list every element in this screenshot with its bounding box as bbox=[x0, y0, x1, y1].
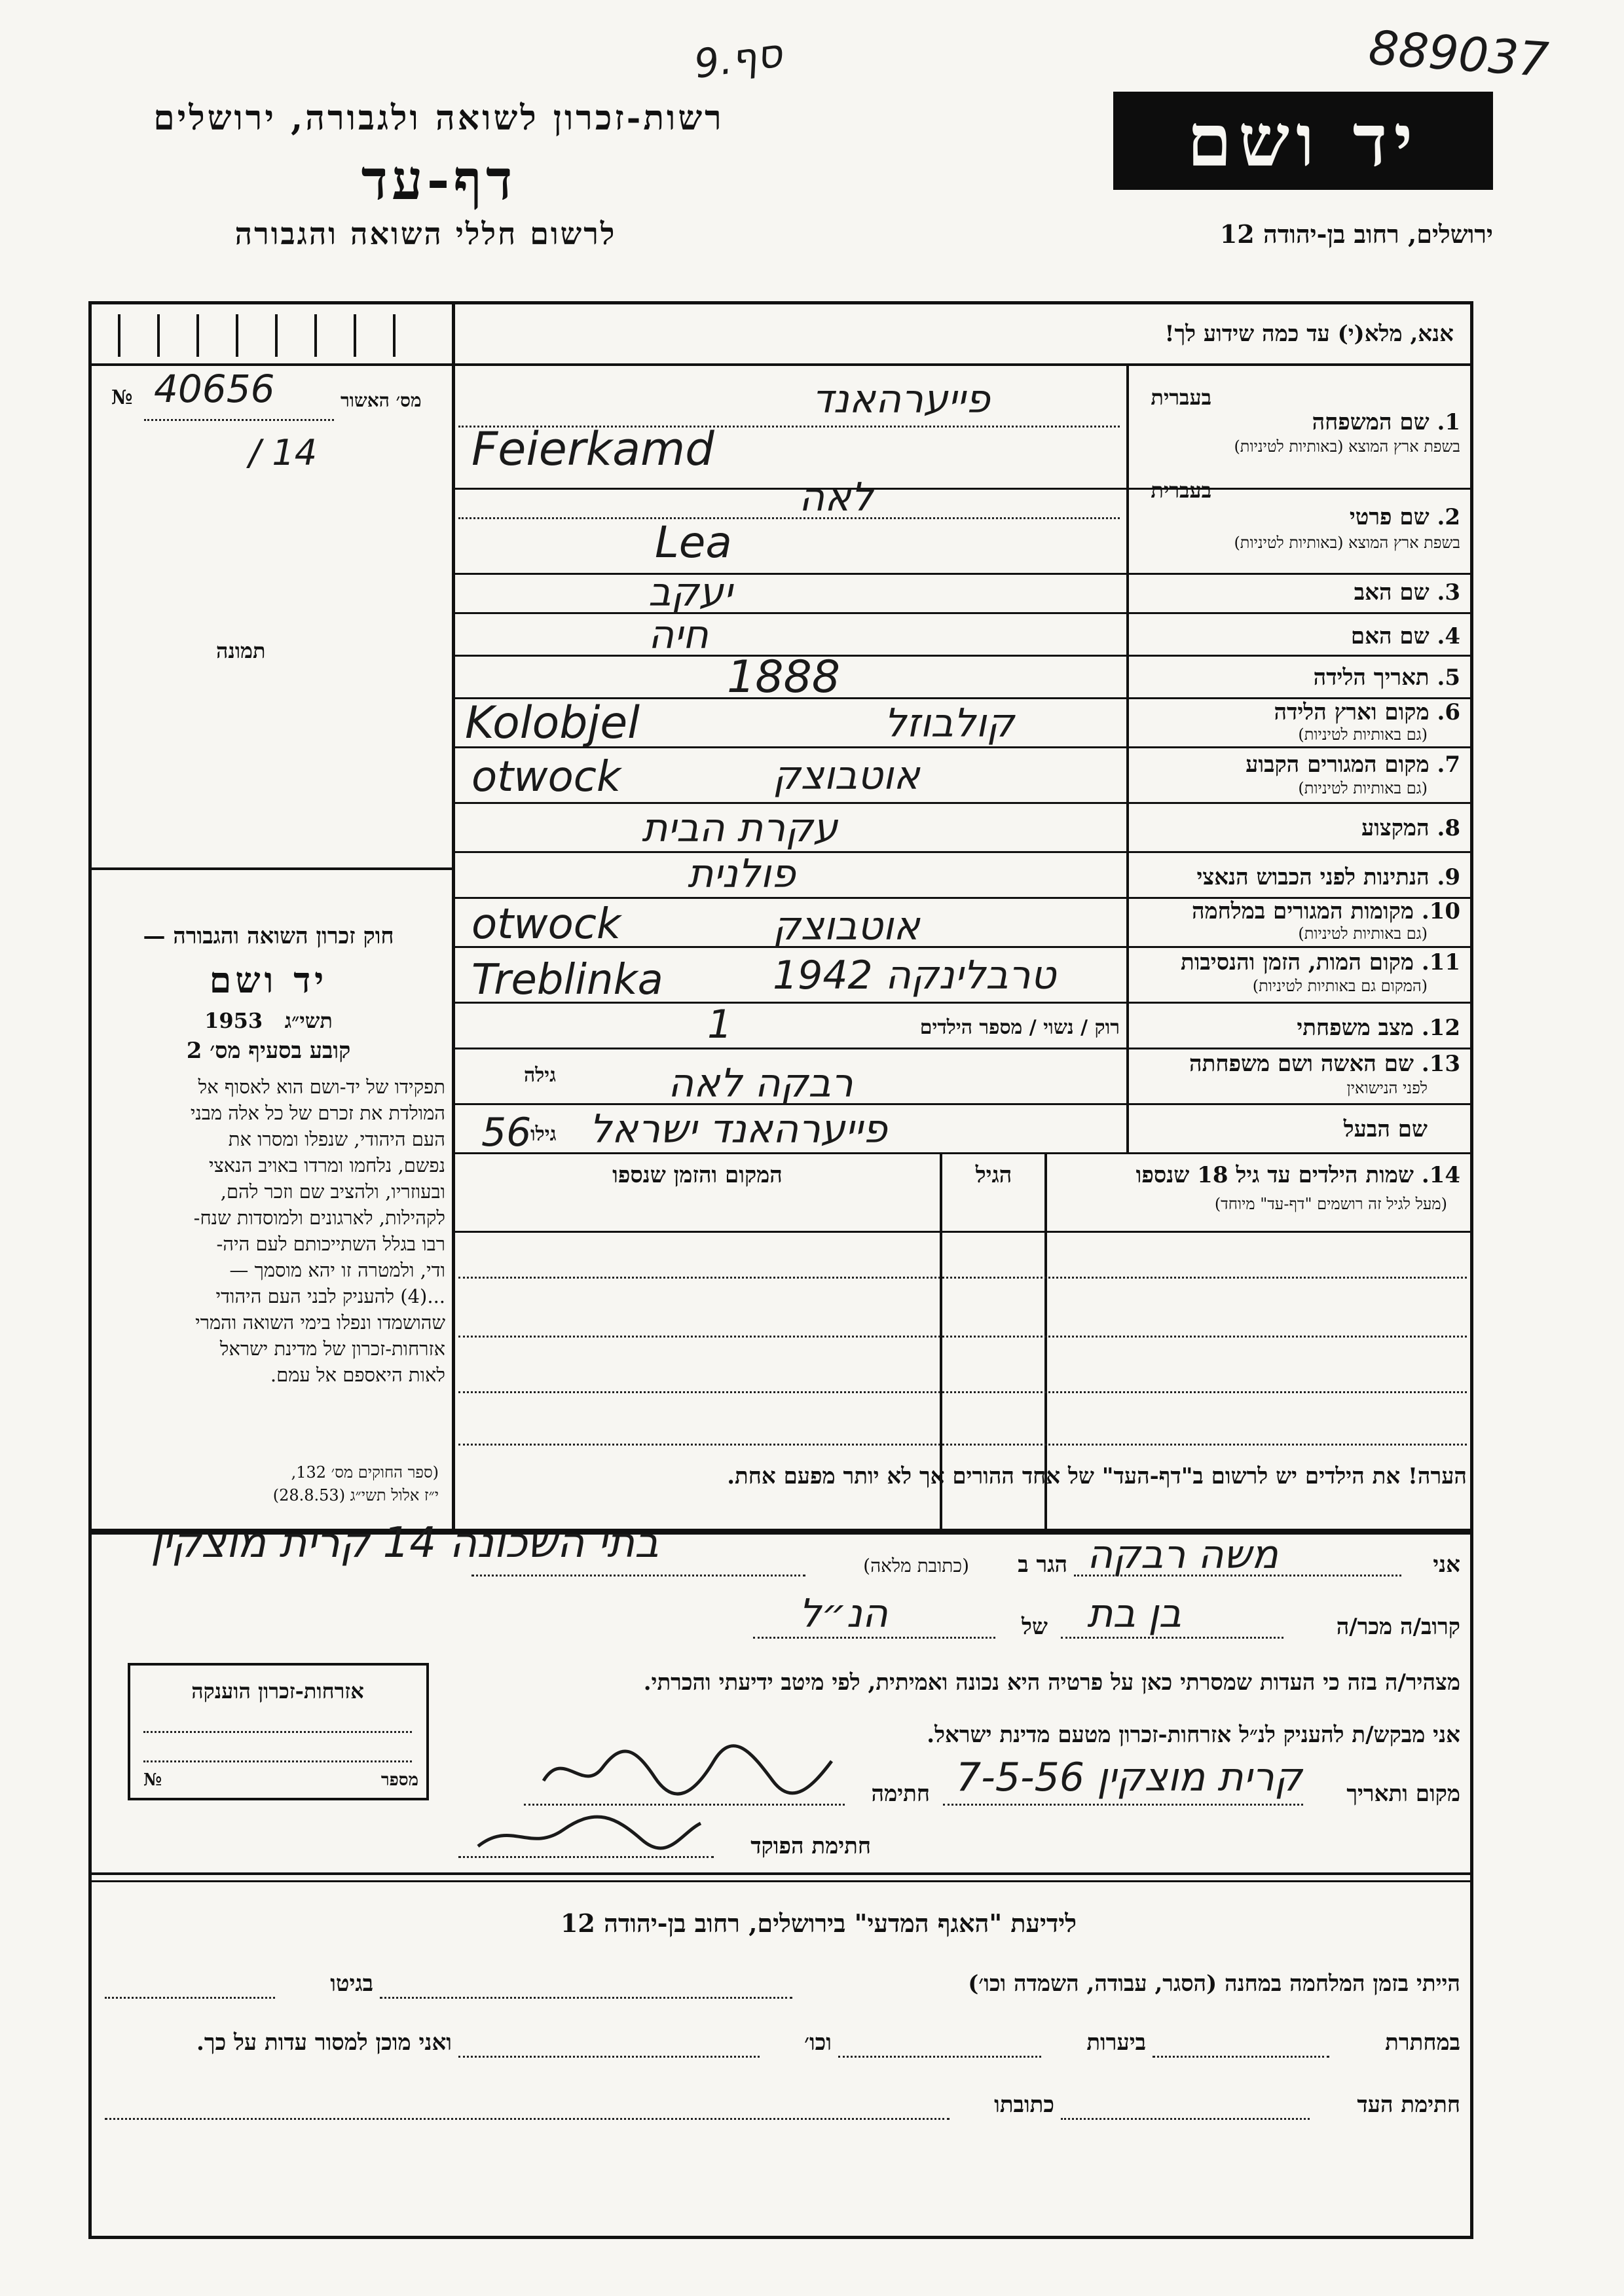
hw-birth-date: 1888 bbox=[727, 651, 841, 703]
intro-instruction: אנא, מלא(י) עד כמה שידוע לך! bbox=[1164, 321, 1454, 347]
logo-text: יד ושם bbox=[1187, 98, 1420, 183]
husband-label: שם הבעל bbox=[1343, 1116, 1428, 1142]
field-7-sub: (גם באותיות לטיניות) bbox=[1298, 779, 1428, 797]
field-8-label: 8. המקצוע bbox=[1361, 815, 1460, 841]
decl-resident: הגר ב bbox=[1018, 1552, 1067, 1578]
citizenship-box-title: אזרחות-זכרון הוענקה bbox=[191, 1679, 364, 1704]
archive-forests-label: ביערות bbox=[1086, 2030, 1146, 2056]
hw-birth-place-lat: Kolobjel bbox=[465, 697, 640, 749]
label-column-divider bbox=[1126, 363, 1129, 1152]
declarant-signature bbox=[537, 1741, 838, 1800]
left-column-divider bbox=[452, 301, 455, 1532]
decl-place-date: מקום ותאריך bbox=[1346, 1781, 1460, 1807]
field-6-sub: (גם באותיות לטיניות) bbox=[1298, 725, 1428, 744]
children-col-place: המקום והזמן שנספו bbox=[612, 1162, 783, 1188]
law-name: יד ושם bbox=[209, 959, 328, 1001]
hw-wartime-residence-heb: אוטבוצק bbox=[773, 903, 920, 949]
hw-declarant-name: משה רבקה bbox=[1087, 1532, 1278, 1578]
law-title: חוק זכרון השואה והגבורה — bbox=[143, 923, 394, 949]
citizenship-granted-box bbox=[128, 1663, 429, 1800]
field-12-label: 12. מצב משפחתי bbox=[1297, 1015, 1460, 1041]
archive-testify-label: ואני מוכן למסור עדות על כך. bbox=[196, 2030, 452, 2056]
field-10-sub: (גם באותיות לטיניות) bbox=[1298, 924, 1428, 943]
hw-children-count: 1 bbox=[707, 1002, 733, 1048]
decl-officer-label: חתימת הפוקד bbox=[750, 1833, 871, 1859]
decl-signature-label: חתימה bbox=[871, 1781, 930, 1807]
children-label: 14. שמות הילדים עד גיל 18 שנספו bbox=[1135, 1162, 1460, 1188]
field-2-lang: בעברית bbox=[1151, 478, 1211, 503]
signature-scribble-icon bbox=[537, 1741, 838, 1800]
decl-of: של bbox=[1022, 1614, 1048, 1640]
wife-age-label: גילה bbox=[524, 1064, 557, 1087]
approval-number: 40656 bbox=[154, 367, 275, 411]
hw-occupation: עקרת הבית bbox=[642, 805, 838, 851]
field-13-label: 13. שם האשה ושם משפחתה bbox=[1189, 1051, 1460, 1077]
decl-request: אני מבקש/ת להעניק לנ״ל אזרחות-זכרון מטעם מדינת ישראל. bbox=[927, 1722, 1460, 1748]
photo-label: תמונה bbox=[216, 638, 266, 663]
field-13-sub: לפני הנישואין bbox=[1346, 1079, 1428, 1097]
law-section: קובע בסעיף מס׳ 2 bbox=[186, 1038, 351, 1064]
field-4-label: 4. שם האם bbox=[1350, 623, 1460, 649]
code-ticks bbox=[92, 314, 445, 360]
officer-signature bbox=[471, 1807, 707, 1859]
law-reference-1: (ספר החוקים מס׳ 132, bbox=[291, 1463, 439, 1482]
field-10-label: 10. מקומות המגורים במלחמה bbox=[1191, 898, 1460, 924]
hw-mother-name: חיה bbox=[648, 612, 709, 658]
children-sub: (מעל לגיל זה רושמים "דף-עד" מיוחד) bbox=[1214, 1195, 1447, 1213]
field-5-label: 5. תאריך הלידה bbox=[1313, 665, 1460, 691]
archive-etc-label: וכו׳ bbox=[804, 2030, 832, 2056]
corner-handwritten-note: סף.9 bbox=[691, 29, 785, 88]
decl-certify: מצהיר/ה בזה כי העדות שמסרתי כאן על פרטיה היא נכונה ואמיתית, לפי מיטב ידיעתי והכרתי. bbox=[643, 1669, 1460, 1696]
field-9-label: 9. הנתינות לפני הכבוש הנאצי bbox=[1196, 864, 1460, 890]
hw-residence-lat: otwock bbox=[471, 753, 621, 801]
hw-wife-name: רבקה לאה bbox=[668, 1061, 853, 1106]
law-reference-2: י״ז אלול תשי״ג (28.8.53) bbox=[272, 1486, 439, 1504]
field-1-label: 1. שם המשפחה bbox=[1312, 409, 1460, 435]
archive-title: לידיעת "האגף המדעי" בירושלים, רחוב בן-יהודה 12 bbox=[560, 1908, 1077, 1938]
marital-status-options: רוק / נשוי / מספר הילדים bbox=[919, 1016, 1120, 1039]
field-1-sub: בשפת ארץ המוצא (באותיות לטיניות) bbox=[1234, 437, 1460, 456]
children-col-age: הגיל bbox=[975, 1162, 1012, 1188]
hw-father-name: יעקב bbox=[648, 570, 733, 615]
field-1-lang: בעברית bbox=[1151, 385, 1211, 410]
hw-death-place-heb: טרבלינקה 1942 bbox=[773, 953, 1056, 998]
field-2-label: 2. שם פרטי bbox=[1349, 504, 1460, 530]
hw-firstname-heb: לאה bbox=[799, 475, 874, 520]
archive-address-label: כתובתו bbox=[994, 2092, 1054, 2118]
husband-age-label: גילו bbox=[530, 1123, 557, 1146]
approval-number-2: / 14 bbox=[249, 432, 318, 473]
approval-label: מס׳ האשור bbox=[341, 390, 422, 411]
archive-underground-label: במחתרת bbox=[1385, 2030, 1460, 2056]
hw-surname-lat: Feierkamd bbox=[471, 422, 714, 476]
law-text: תפקידו של יד-ושם הוא לאסוף אל המולדת את זכרם של כל אלה מבני העם היהודי, שנפלו ומסרו את נפשם, נלחמו ומרדו באויב הנאצי ובעוזריו, ולהציב שם וזכר להם, לקהילות, לארגונים ולמוסדות שנח- רבו בגלל השתייכותם לעם היה- ודי, ולמטרה זו יהא מוסמך — ...(4) להעניק לבני העם היהודי שהושמדו ונפלו בימי השואה והמרי אזרחות-זכרון של מדינת ישראל לאות היאספם אל עמם. bbox=[190, 1076, 445, 1386]
yad-vashem-logo bbox=[1113, 92, 1493, 190]
hw-of-whom: הנ״ל bbox=[799, 1591, 888, 1637]
field-11-sub: (המקום גם באותיות לטיניות) bbox=[1252, 977, 1428, 995]
field-11-label: 11. מקום המות, הזמן והנסיבות bbox=[1180, 949, 1460, 975]
hw-husband-name: פייערהאנד ישראל bbox=[589, 1106, 887, 1152]
field-2-sub: בשפת ארץ המוצא (באותיות לטיניות) bbox=[1234, 534, 1460, 552]
hw-surname-heb: פייערהאנד bbox=[812, 376, 990, 422]
archive-ghetto-label: בגיטו bbox=[330, 1971, 373, 1997]
field-3-label: 3. שם האב bbox=[1354, 579, 1460, 606]
hw-husband-age: 56 bbox=[481, 1110, 532, 1156]
authority-name: רשות-זכרון לשואה ולגבורה, ירושלים bbox=[153, 98, 724, 138]
hw-residence-heb: אוטבוצק bbox=[773, 753, 920, 799]
field-6-label: 6. מקום וארץ הלידה bbox=[1274, 699, 1460, 725]
hw-address: בתי השכונה 14 קרית מוצקין bbox=[151, 1519, 659, 1567]
citizenship-number-label: מספר bbox=[380, 1770, 418, 1790]
hw-death-place-lat: Treblinka bbox=[471, 956, 663, 1004]
address: ירושלים, רחוב בן-יהודה 12 bbox=[1219, 219, 1493, 249]
citizenship-no-symbol: № bbox=[143, 1770, 162, 1790]
hw-place-date: קרית מוצקין 7-5-56 bbox=[956, 1755, 1302, 1800]
archive-witness-signature-label: חתימת העד bbox=[1357, 2092, 1460, 2118]
hw-relation: בן בת bbox=[1087, 1591, 1182, 1637]
decl-i-am: אני bbox=[1433, 1552, 1460, 1578]
decl-address-label: (כתובת מלאה) bbox=[863, 1555, 969, 1576]
archive-camp-label: הייתי בזמן המלחמה במחנה (הסגר, עבודה, השמדה וכו׳) bbox=[968, 1971, 1460, 1997]
form-title: דף-עד bbox=[361, 147, 517, 212]
law-year-row: 1953 תשי״ג bbox=[204, 1008, 333, 1033]
field-7-label: 7. מקום המגורים הקבוע bbox=[1246, 752, 1460, 778]
hw-firstname-lat: Lea bbox=[655, 517, 732, 568]
note-line: הערה! את הילדים יש לרשום ב"דף-העד" של אחד ההורים אך לא יותר מפעם אחת. bbox=[727, 1463, 1467, 1489]
file-number-stamp: 889037 bbox=[1367, 20, 1551, 88]
form-subtitle: לרשום חללי השואה והגבורה bbox=[234, 216, 617, 251]
hw-birth-place-heb: קולבוזל bbox=[884, 701, 1014, 746]
hw-citizenship: פולנית bbox=[688, 851, 796, 897]
decl-relative: קרוב/ה מכר/ה bbox=[1336, 1614, 1460, 1640]
hw-wartime-residence-lat: otwock bbox=[471, 900, 621, 949]
approval-no-symbol: № bbox=[111, 386, 133, 409]
officer-signature-icon bbox=[471, 1807, 707, 1859]
